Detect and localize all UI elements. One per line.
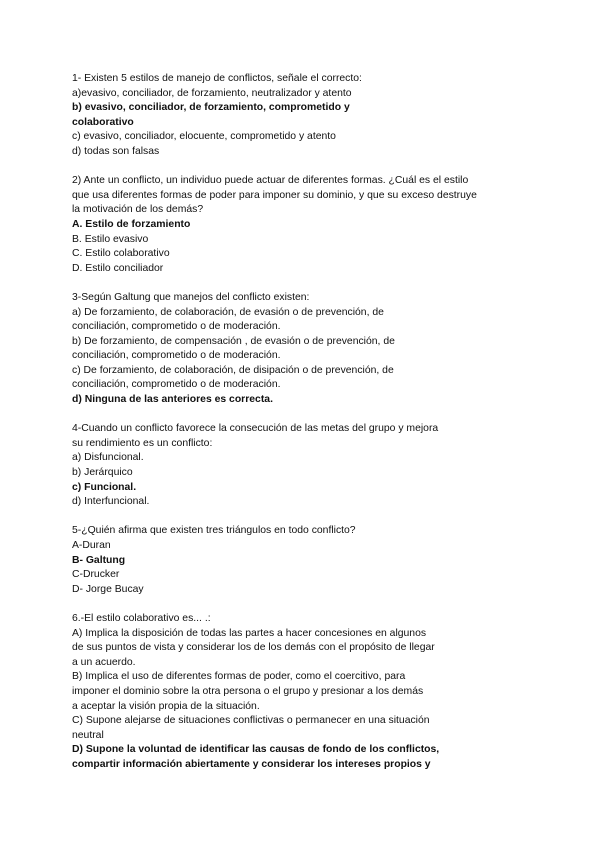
question-4-line-2: su rendimiento es un conflicto: bbox=[72, 437, 213, 449]
question-5 bbox=[72, 524, 542, 597]
question-3-option-c-cont: conciliación, comprometido o de moderación. bbox=[72, 379, 281, 391]
question-6-option-b-cont-1: imponer el dominio sobre la otra persona o el grupo y presionar a los demás bbox=[72, 685, 424, 697]
question-6-option-a: A) Implica la disposición de todas las partes a hacer concesiones en algunos bbox=[72, 627, 427, 639]
question-3-option-d-correct: d) Ninguna de las anteriores es correcta. bbox=[72, 394, 273, 406]
question-6-option-d-correct-cont: compartir información abiertamente y considerar los intereses propios y bbox=[72, 758, 431, 770]
question-3-option-b: b) De forzamiento, de compensación , de evasión o de prevención, de bbox=[72, 335, 395, 347]
question-1-line-1: 1- Existen 5 estilos de manejo de conflictos, señale el correcto: bbox=[72, 73, 362, 84]
question-6-option-a-cont-2: a un acuerdo. bbox=[72, 656, 136, 668]
question-5-option-c: C-Drucker bbox=[72, 569, 120, 581]
question-6-line-1: 6.-El estilo colaborativo es... .: bbox=[72, 612, 211, 624]
question-4-option-c-correct: c) Funcional. bbox=[72, 481, 137, 493]
question-4-option-b: b) Jerárquico bbox=[72, 467, 133, 479]
question-6-option-c: C) Supone alejarse de situaciones conflictivas o permanecer en una situación bbox=[72, 715, 430, 727]
question-5-line-1: 5-¿Quién afirma que existen tres triángulos en todo conflicto? bbox=[72, 525, 356, 537]
question-1-option-b-correct-cont: colaborativo bbox=[72, 116, 134, 128]
question-4 bbox=[72, 422, 542, 510]
question-3-line-1: 3-Según Galtung que manejos del conflicto existen: bbox=[72, 291, 310, 303]
question-3-option-c: c) De forzamiento, de colaboración, de disipación o de prevención, de bbox=[72, 364, 394, 376]
document-page bbox=[72, 72, 542, 787]
question-6-option-a-cont-1: de sus puntos de vista y considerar los de los demás con el propósito de llegar bbox=[72, 642, 435, 654]
question-2-line-3: la motivación de los demás? bbox=[72, 204, 204, 216]
question-2-option-a-correct: A. Estilo de forzamiento bbox=[72, 218, 191, 230]
question-2-line-1: 2) Ante un conflicto, un individuo puede actuar de diferentes formas. ¿Cuál es el estilo bbox=[72, 175, 469, 187]
question-5-option-d: D- Jorge Bucay bbox=[72, 583, 144, 595]
question-1-option-c: c) evasivo, conciliador, elocuente, comprometido y atento bbox=[72, 131, 336, 143]
question-2-option-c: C. Estilo colaborativo bbox=[72, 248, 170, 260]
question-3-option-a: a) De forzamiento, de colaboración, de evasión o de prevención, de bbox=[72, 306, 384, 318]
question-1 bbox=[72, 72, 542, 160]
question-5-option-b-correct: B- Galtung bbox=[72, 554, 126, 566]
question-3 bbox=[72, 291, 542, 408]
question-1-option-b-correct: b) evasivo, conciliador, de forzamiento, comprometido y bbox=[72, 102, 350, 114]
question-6-option-d-correct: D) Supone la voluntad de identificar las causas de fondo de los conflictos, bbox=[72, 744, 440, 756]
question-5-option-a: A-Duran bbox=[72, 540, 111, 551]
question-4-option-d: d) Interfuncional. bbox=[72, 496, 150, 508]
question-1-option-d: d) todas son falsas bbox=[72, 145, 160, 157]
question-4-line-1: 4-Cuando un conflicto favorece la consecución de las metas del grupo y mejora bbox=[72, 423, 439, 435]
question-3-option-a-cont: conciliación, comprometido o de moderación. bbox=[72, 321, 281, 333]
question-6-option-b: B) Implica el uso de diferentes formas de poder, como el coercitivo, para bbox=[72, 671, 406, 683]
question-2-line-2: que usa diferentes formas de poder para imponer su dominio, y que su exceso destruye bbox=[72, 189, 477, 201]
question-4-option-a: a) Disfuncional. bbox=[72, 452, 144, 464]
question-2 bbox=[72, 174, 542, 276]
question-6-option-c-cont: neutral bbox=[72, 729, 104, 741]
question-1-option-a: a)evasivo, conciliador, de forzamiento, neutralizador y atento bbox=[72, 87, 352, 99]
question-6-option-b-cont-2: a aceptar la visión propia de la situación. bbox=[72, 700, 260, 712]
question-2-option-b: B. Estilo evasivo bbox=[72, 233, 149, 245]
question-2-option-d: D. Estilo conciliador bbox=[72, 262, 164, 274]
question-3-option-b-cont: conciliación, comprometido o de moderación. bbox=[72, 350, 281, 362]
question-6 bbox=[72, 612, 542, 773]
